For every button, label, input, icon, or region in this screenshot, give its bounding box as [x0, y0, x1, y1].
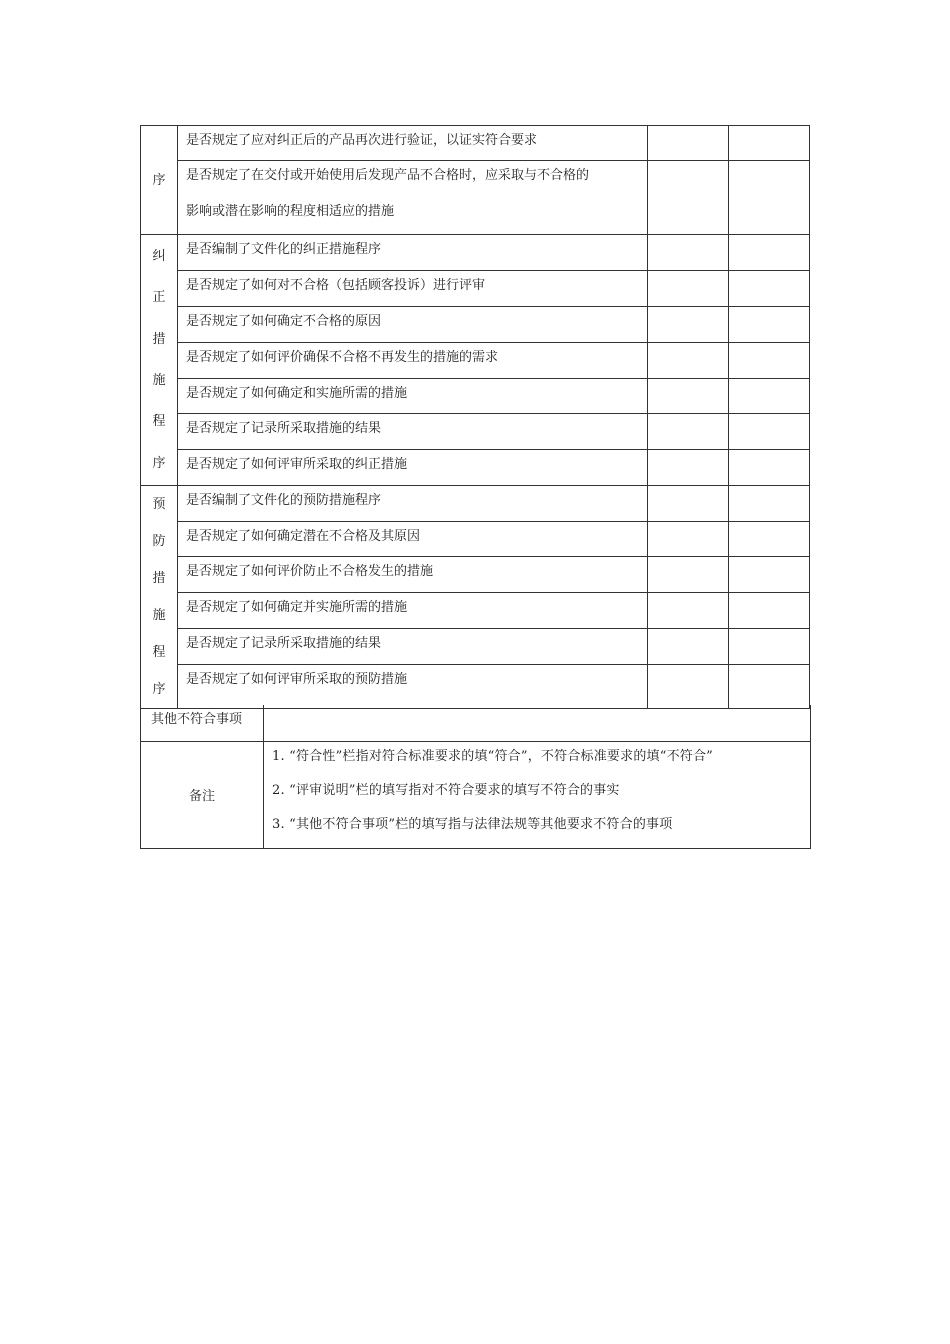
- table-row: [141, 126, 810, 161]
- other-nonconformities-field[interactable]: [264, 705, 811, 741]
- conformity-cell[interactable]: [647, 557, 728, 593]
- table-row: [141, 629, 810, 665]
- question-cell: 是否规定了记录所采取措施的结果: [178, 629, 648, 665]
- question-cell: [178, 161, 648, 235]
- section-label-char: 措: [152, 331, 166, 347]
- question-cell: 是否规定了如何确定并实施所需的措施: [178, 593, 648, 629]
- question-cell: 是否编制了文件化的纠正措施程序: [178, 235, 648, 271]
- review-note-cell[interactable]: [728, 379, 809, 414]
- table-row: [141, 271, 810, 307]
- section-label-cell: [141, 126, 178, 235]
- table-row: [141, 593, 810, 629]
- section-label-char: 序: [152, 455, 166, 471]
- question-cell: 是否规定了如何确定潜在不合格及其原因: [178, 522, 648, 557]
- review-note-cell[interactable]: [728, 486, 809, 522]
- conformity-cell[interactable]: [647, 486, 728, 522]
- conformity-cell[interactable]: [647, 629, 728, 665]
- conformity-cell[interactable]: [647, 126, 728, 161]
- question-cell: 是否规定了如何确定不合格的原因: [178, 307, 648, 343]
- table-row: [141, 307, 810, 343]
- conformity-cell[interactable]: [647, 307, 728, 343]
- conformity-cell[interactable]: [647, 235, 728, 271]
- remark-note: 2. “评审说明”栏的填写指对不符合要求的填写不符合的事实: [272, 782, 620, 798]
- section-label-char: 序: [152, 682, 166, 697]
- conformity-cell[interactable]: [647, 271, 728, 307]
- remark-note: 1. “符合性”栏指对符合标准要求的填“符合”，不符合标准要求的填“不符合”: [272, 748, 714, 764]
- review-note-cell[interactable]: [728, 629, 809, 665]
- question-line: 是否规定了在交付或开始使用后发现产品不合格时，应采取与不合格的: [186, 168, 590, 184]
- conformity-cell[interactable]: [647, 450, 728, 486]
- other-nonconformities-label: 其他不符合事项: [141, 705, 264, 741]
- review-note-cell[interactable]: [728, 665, 809, 709]
- question-cell: 是否规定了如何评审所采取的纠正措施: [178, 450, 648, 486]
- review-note-cell[interactable]: [728, 522, 809, 557]
- review-note-cell[interactable]: [728, 450, 809, 486]
- review-note-cell[interactable]: [728, 557, 809, 593]
- question-cell: 是否规定了如何评价确保不合格不再发生的措施的需求: [178, 343, 648, 379]
- question-cell: 是否规定了如何评价防止不合格发生的措施: [178, 557, 648, 593]
- section-label-char: 施: [152, 373, 166, 389]
- section-label-char: 序: [152, 172, 166, 188]
- review-note-cell[interactable]: [728, 126, 809, 161]
- review-note-cell[interactable]: [728, 161, 809, 235]
- table-row: [141, 557, 810, 593]
- question-cell: 是否编制了文件化的预防措施程序: [178, 486, 648, 522]
- conformity-cell[interactable]: [647, 414, 728, 450]
- conformity-cell[interactable]: [647, 593, 728, 629]
- question-cell: 是否规定了如何评审所采取的预防措施: [178, 665, 648, 709]
- table-row: [141, 665, 810, 709]
- conformity-cell[interactable]: [647, 343, 728, 379]
- remarks-notes: [264, 741, 811, 848]
- section-label-char: 措: [152, 571, 166, 586]
- summary-table: [140, 705, 811, 849]
- section-label-char: 正: [152, 290, 166, 306]
- table-row: [141, 450, 810, 486]
- question-cell: 是否规定了如何对不合格（包括顾客投诉）进行评审: [178, 271, 648, 307]
- remark-note: 3. “其他不符合事项”栏的填写指与法律法规等其他要求不符合的事项: [272, 816, 673, 832]
- conformity-cell[interactable]: [647, 161, 728, 235]
- section-label-char: 程: [152, 645, 166, 660]
- conformity-cell[interactable]: [647, 379, 728, 414]
- section-label-char: 预: [152, 497, 166, 512]
- section-label-cell: [141, 235, 178, 486]
- table-row: [141, 161, 810, 235]
- conformity-cell[interactable]: [647, 522, 728, 557]
- table-row: [141, 522, 810, 557]
- review-note-cell[interactable]: [728, 593, 809, 629]
- review-note-cell[interactable]: [728, 414, 809, 450]
- question-line: 影响或潜在影响的程度相适应的措施: [186, 204, 395, 220]
- conformity-cell[interactable]: [647, 665, 728, 709]
- table-row: [141, 486, 810, 522]
- question-cell: 是否规定了应对纠正后的产品再次进行验证，以证实符合要求: [178, 126, 648, 161]
- section-label-char: 程: [152, 414, 166, 430]
- remarks-row: [141, 741, 811, 848]
- section-label-cell: [141, 486, 178, 709]
- table-row: [141, 414, 810, 450]
- review-note-cell[interactable]: [728, 271, 809, 307]
- review-note-cell[interactable]: [728, 343, 809, 379]
- review-note-cell[interactable]: [728, 235, 809, 271]
- other-nonconformities-row: [141, 705, 811, 741]
- checklist-table: [140, 125, 810, 709]
- table-row: [141, 343, 810, 379]
- question-cell: 是否规定了如何确定和实施所需的措施: [178, 379, 648, 414]
- review-note-cell[interactable]: [728, 307, 809, 343]
- question-cell: 是否规定了记录所采取措施的结果: [178, 414, 648, 450]
- section-label-char: 施: [152, 608, 166, 623]
- remarks-label: 备注: [141, 741, 264, 848]
- section-label-char: 防: [152, 534, 166, 549]
- table-row: [141, 235, 810, 271]
- table-row: [141, 379, 810, 414]
- section-label-char: 纠: [152, 249, 166, 265]
